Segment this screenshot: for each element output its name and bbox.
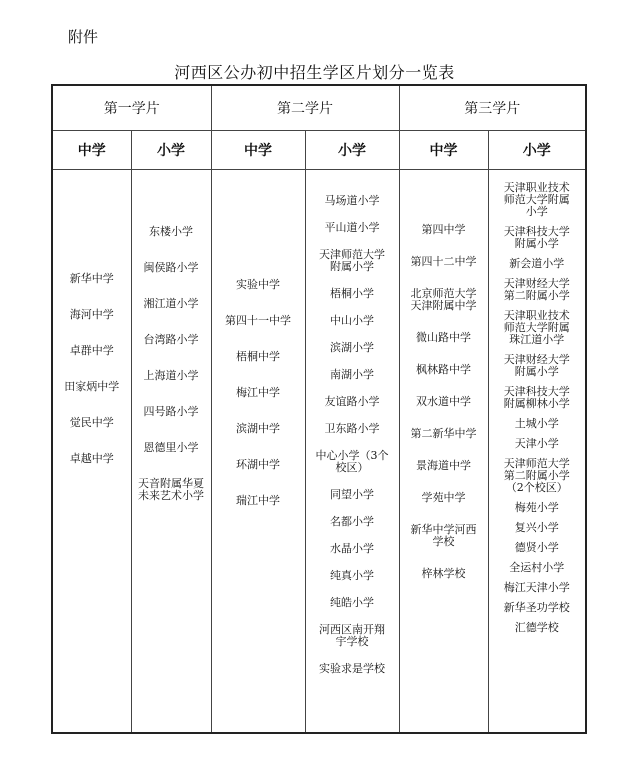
zone2-middle-school: 实验中学: [236, 278, 280, 291]
zone3-middle-school: 第四中学: [421, 223, 466, 236]
zone1-primary-school: 天音附属华夏未来艺术小学: [138, 477, 204, 502]
zone-2-middle-header: 中学: [211, 131, 305, 170]
zone-1-primary-cell: [131, 170, 211, 734]
zone2-primary-school: 马场道小学: [324, 194, 380, 207]
zone3-primary-school: 梅苑小学: [514, 501, 559, 514]
zone2-primary-school: 天津师范大学附属小学: [319, 248, 385, 273]
school-zone-table: [51, 84, 587, 734]
zone2-middle-school: 滨湖中学: [236, 422, 280, 435]
zone-3-middle-cell: [399, 170, 488, 734]
zone3-primary-school: 天津财经大学第二附属小学: [503, 277, 570, 302]
zone-3-header: 第三学片: [399, 85, 586, 131]
zone2-middle-school: 瑞江中学: [236, 494, 280, 507]
zone1-middle-school: 田家炳中学: [64, 380, 120, 393]
zone3-primary-school: 天津师范大学第二附属小学（2个校区）: [503, 457, 570, 494]
zone2-primary-school: 实验求是学校: [319, 662, 385, 675]
zone2-primary-school: 中心小学（3个校区）: [315, 449, 389, 474]
zone3-primary-school: 天津职业技术师范大学附属珠江道小学: [503, 309, 570, 346]
zone-2-primary-cell: [305, 170, 399, 734]
zone1-primary-school: 上海道小学: [143, 369, 199, 382]
zone3-middle-school: 北京师范大学天津附属中学: [410, 287, 477, 312]
zone3-primary-school: 德贤小学: [514, 541, 559, 554]
zone2-middle-school: 环湖中学: [236, 458, 280, 471]
document-title: 河西区公办初中招生学区片划分一览表: [174, 63, 455, 82]
zone2-middle-school: 第四十一中学: [225, 314, 291, 327]
zone3-middle-school: 枫林路中学: [416, 363, 471, 376]
zone3-middle-school: 第四十二中学: [410, 255, 477, 268]
zone2-primary-school: 卫东路小学: [324, 422, 380, 435]
zone3-primary-school: 新会道小学: [509, 257, 565, 270]
zone3-middle-school: 学苑中学: [421, 491, 466, 504]
zone2-middle-school: 梧桐中学: [236, 350, 280, 363]
zone1-middle-school: 卓越中学: [69, 452, 114, 465]
zone3-primary-school: 天津科技大学附属柳林小学: [503, 385, 570, 410]
zone1-primary-school: 台湾路小学: [143, 333, 199, 346]
zone-1-middle-cell: [52, 170, 131, 734]
zone2-middle-school: 梅江中学: [236, 386, 280, 399]
zone-1-header: 第一学片: [52, 85, 211, 131]
zone1-middle-school: 海河中学: [69, 308, 114, 321]
zone3-primary-school: 土城小学: [514, 417, 559, 430]
zone-1-middle-header: 中学: [52, 131, 131, 170]
zone1-middle-school: 觉民中学: [69, 416, 114, 429]
zone3-primary-school: 天津财经大学附属小学: [503, 353, 570, 378]
zone3-middle-school: 微山路中学: [416, 331, 471, 344]
zone3-primary-school: 新华圣功学校: [503, 601, 570, 614]
zone2-primary-school: 南湖小学: [330, 368, 374, 381]
zone3-middle-school: 景海道中学: [416, 459, 471, 472]
zone1-primary-school: 闽侯路小学: [143, 261, 199, 274]
zone-1-primary-header: 小学: [131, 131, 211, 170]
zone1-primary-school: 四号路小学: [143, 405, 199, 418]
zone-2-middle-cell: [211, 170, 305, 734]
zone2-primary-school: 同望小学: [330, 488, 374, 501]
zone3-primary-school: 梅江天津小学: [503, 581, 570, 594]
zone3-primary-school: 复兴小学: [514, 521, 559, 534]
attachment-label: 附件: [68, 28, 99, 46]
zone1-primary-school: 恩德里小学: [143, 441, 199, 454]
zone1-middle-school: 新华中学: [69, 272, 114, 285]
zone3-primary-school: 全运村小学: [509, 561, 565, 574]
zone2-primary-school: 名都小学: [330, 515, 374, 528]
zone2-primary-school: 梧桐小学: [330, 287, 374, 300]
zone3-primary-school: 天津科技大学附属小学: [503, 225, 570, 250]
zone3-middle-school: 第二新华中学: [410, 427, 477, 440]
zone2-primary-school: 中山小学: [330, 314, 374, 327]
zone2-primary-school: 纯真小学: [330, 569, 374, 582]
zone2-primary-school: 河西区南开翔宇学校: [319, 623, 385, 648]
zone3-primary-school: 汇德学校: [514, 621, 559, 634]
zone1-primary-school: 湘江道小学: [143, 297, 199, 310]
zone1-primary-school: 东楼小学: [149, 225, 193, 238]
zone2-primary-school: 友谊路小学: [324, 395, 380, 408]
zone-2-primary-header: 小学: [305, 131, 399, 170]
zone2-primary-school: 纯皓小学: [330, 596, 374, 609]
zone-3-primary-header: 小学: [488, 131, 586, 170]
zone3-primary-school: 天津职业技术师范大学附属小学: [503, 181, 570, 218]
zone2-primary-school: 滨湖小学: [330, 341, 374, 354]
zone-3-middle-header: 中学: [399, 131, 488, 170]
zone2-primary-school: 水晶小学: [330, 542, 374, 555]
zone-2-header: 第二学片: [211, 85, 399, 131]
zone-3-primary-cell: [488, 170, 586, 734]
zone3-primary-school: 天津小学: [514, 437, 559, 450]
zone2-primary-school: 平山道小学: [324, 221, 380, 234]
zone1-middle-school: 卓群中学: [69, 344, 114, 357]
zone3-middle-school: 梓林学校: [421, 567, 466, 580]
zone3-middle-school: 新华中学河西学校: [410, 523, 477, 548]
zone3-middle-school: 双水道中学: [416, 395, 471, 408]
